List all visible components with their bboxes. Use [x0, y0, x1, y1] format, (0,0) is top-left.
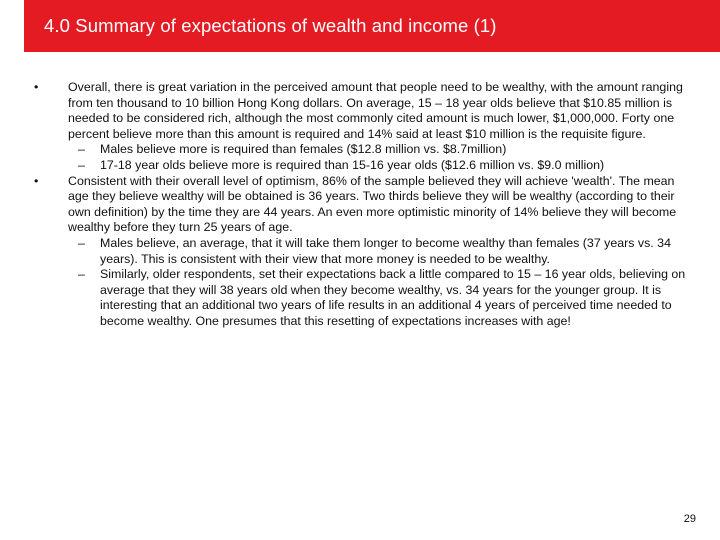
sub-bullet-item-1-2: [68, 158, 690, 174]
sub-bullet-group-1: [30, 142, 690, 173]
slide-title: 4.0 Summary of expectations of wealth and income (1): [44, 15, 497, 36]
sub-bullet-group-2: [30, 236, 690, 330]
bullet-marker: •: [34, 173, 39, 188]
bullet-marker: •: [34, 80, 39, 94]
title-bar: [24, 0, 720, 52]
dash-marker: –: [78, 142, 85, 157]
page-number: 29: [683, 513, 696, 525]
dash-marker: –: [78, 267, 85, 282]
sub-bullet-item-2-1: [68, 236, 690, 267]
bullet-text: Consistent with their overall level of optimism, 86% of the sample believed they will achieve 'wealth'. The mean age they believe wealthy will be obtained is 36 years. Two thirds believe they will be wealthy (according to their own definition) by the time they are 44 years. An even more optimistic minority of 14% believe they will become wealthy before they turn 25 years of age.: [68, 173, 677, 235]
bullet-item-2: [30, 174, 690, 236]
sub-bullet-text: Males believe more is required than females ($12.8 million vs. $8.7million): [100, 142, 507, 157]
sub-bullet-item-2-2: [68, 267, 690, 329]
sub-bullet-item-1-1: [68, 142, 690, 158]
bullet-text: Overall, there is great variation in the perceived amount that people need to be wealthy, with the amount ranging from ten thousand to 10 billion Hong Kong dollars. On average, 15 – 18 year olds believe that $10.85 million is needed to be considered rich, although the most commonly cited amount is much lower, $1,000,000. Forty one percent believe more than this amount is required and 14% said at least $10 million is the requisite figure.: [68, 80, 683, 141]
dash-marker: –: [78, 157, 85, 172]
sub-bullet-text: Males believe, an average, that it will take them longer to become wealthy than females (37 years vs. 34 years). This is consistent with their view that more money is needed to be wealthy.: [100, 235, 671, 266]
sub-bullet-text: Similarly, older respondents, set their expectations back a little compared to 15 – 16 year olds, believing on average that they will 38 years old when they become wealthy, vs. 34 years for the younger group. It is interesting that an additional two years of life results in an additional 4 years of perceived time needed to become wealthy. One presumes that this resetting of expectations increases with age!: [100, 267, 686, 328]
dash-marker: –: [78, 235, 85, 250]
sub-bullet-text: 17-18 year olds believe more is required than 15-16 year olds ($12.6 million vs. $9.0 million): [100, 157, 605, 172]
slide-body: [30, 80, 690, 330]
bullet-item-1: [30, 80, 690, 142]
